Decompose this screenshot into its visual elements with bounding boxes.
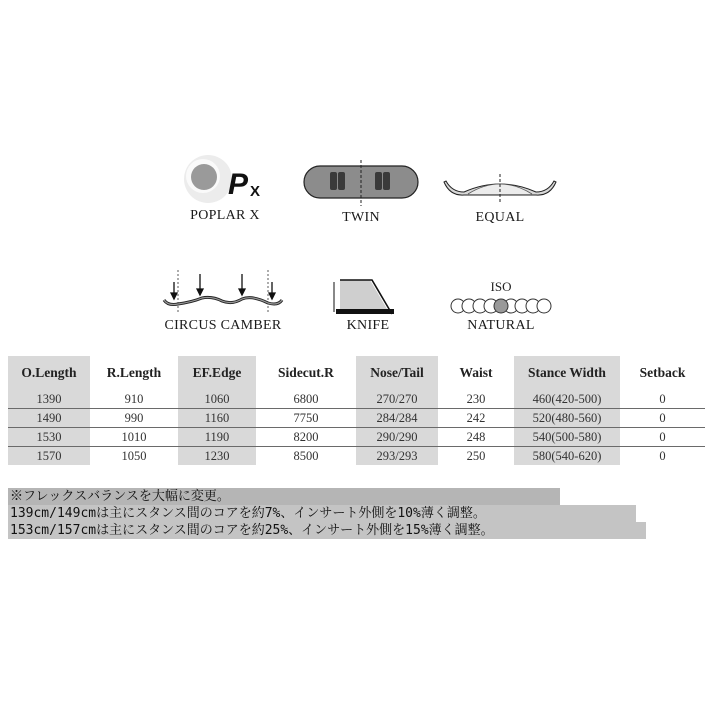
table-cell: 1010 — [90, 428, 178, 447]
table-row — [8, 409, 705, 428]
table-row — [8, 447, 705, 466]
shape-label: TWIN — [342, 210, 380, 225]
table-cell: 270/270 — [356, 390, 438, 409]
table-cell: 1490 — [8, 409, 90, 428]
knife-edge-icon — [328, 276, 408, 316]
feature-core — [170, 152, 280, 224]
table-cell: 0 — [620, 409, 705, 428]
core-mark-sub: X — [250, 183, 261, 200]
table-cell: 1570 — [8, 447, 90, 466]
table-cell: 1190 — [178, 428, 256, 447]
table-cell: 230 — [438, 390, 514, 409]
base-circles-icon — [448, 296, 554, 316]
table-cell: 8500 — [293, 448, 319, 463]
table-cell: 1390 — [8, 390, 90, 409]
feature-shape — [300, 160, 422, 226]
feature-flex — [440, 168, 560, 226]
flex-label: EQUAL — [475, 210, 525, 225]
table-cell: 248 — [438, 428, 514, 447]
table-cell: 0 — [620, 390, 705, 409]
poplar-core-icon — [170, 152, 280, 206]
base-label-top: ISO — [490, 279, 512, 294]
table-cell: 242 — [438, 409, 514, 428]
spec-table — [8, 356, 705, 465]
core-label: POPLAR X — [190, 208, 260, 223]
table-cell: 290/290 — [356, 428, 438, 447]
table-cell: 1060 — [178, 390, 256, 409]
col-header-r-length: R.Length — [106, 365, 162, 380]
table-cell: 1530 — [8, 428, 90, 447]
table-cell: 293/293 — [356, 447, 438, 466]
col-header-ef-edge: EF.Edge — [178, 356, 256, 390]
table-cell: 6800 — [256, 390, 356, 409]
twin-shape-icon — [300, 160, 422, 208]
col-header-nose-tail: Nose/Tail — [356, 356, 438, 390]
table-cell: 1230 — [178, 447, 256, 466]
col-header-setback: Setback — [639, 365, 686, 380]
camber-label: CIRCUS CAMBER — [164, 318, 282, 333]
core-mark-main: P — [228, 168, 249, 201]
table-cell: 460(420-500) — [514, 390, 620, 409]
table-cell: 284/284 — [356, 409, 438, 428]
note-line: 153cm/157cmは主にスタンス間のコアを約25%、インサート外側を15%薄く調整。 — [8, 522, 646, 539]
table-row — [8, 390, 705, 409]
table-cell: 0 — [659, 448, 666, 463]
note-line: ※フレックスバランスを大幅に変更。 — [8, 488, 560, 505]
table-cell: 250 — [466, 448, 486, 463]
col-header-stance-width: Stance Width — [514, 356, 620, 390]
table-row — [8, 428, 705, 447]
col-header-o-length: O.Length — [8, 356, 90, 390]
equal-flex-icon — [440, 168, 560, 208]
table-cell: 910 — [90, 390, 178, 409]
table-cell: 540(500-580) — [514, 428, 620, 447]
feature-camber — [160, 268, 286, 334]
feature-base — [448, 279, 554, 334]
table-cell: 520(480-560) — [514, 409, 620, 428]
edge-label: KNIFE — [346, 318, 390, 333]
notes-block — [8, 488, 640, 539]
note-line: 139cm/149cmは主にスタンス間のコアを約7%、インサート外側を10%薄く調整。 — [8, 505, 636, 522]
feature-edge — [328, 276, 408, 334]
col-header-sidecut: Sidecut.R — [278, 365, 334, 380]
table-header-row — [8, 356, 705, 390]
table-cell: 1050 — [121, 448, 147, 463]
table-cell: 8200 — [256, 428, 356, 447]
table-cell: 1160 — [178, 409, 256, 428]
table-cell: 7750 — [256, 409, 356, 428]
table-cell: 990 — [90, 409, 178, 428]
col-header-waist: Waist — [459, 365, 493, 380]
base-label-bottom: NATURAL — [467, 318, 535, 333]
table-cell: 580(540-620) — [514, 447, 620, 466]
table-cell: 0 — [620, 428, 705, 447]
circus-camber-icon — [160, 268, 286, 316]
